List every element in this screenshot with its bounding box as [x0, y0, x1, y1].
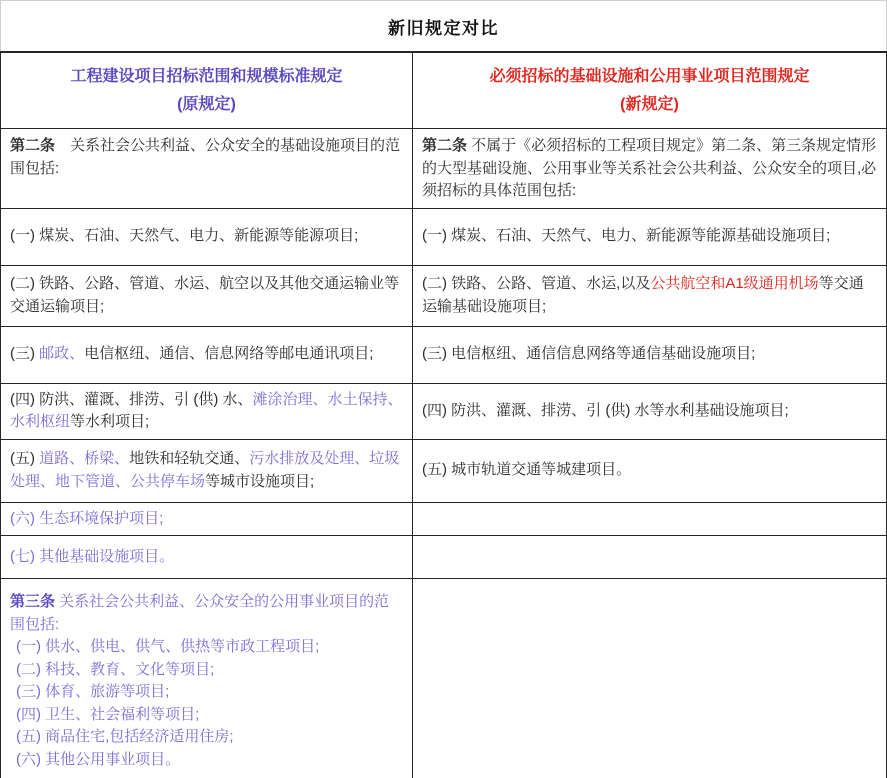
old-regulation-cell: [1, 384, 413, 439]
text-segment: (二) 铁路、公路、管道、水运、航空以及其他交通运输业等交通运输项目;: [10, 275, 400, 315]
paragraph: [422, 273, 877, 318]
new-regulation-cell: [413, 327, 886, 383]
old-regulation-cell: [1, 266, 413, 326]
old-regulation-cell: [1, 209, 413, 265]
text-segment: 地铁和轻轨交通、: [129, 450, 250, 467]
new-regulation-cell: [413, 209, 886, 265]
text-segment: 等城市设施项目;: [205, 472, 315, 490]
text-segment: 滩涂治理、水土保持、水利枢纽: [10, 390, 403, 430]
paragraph: [10, 704, 403, 727]
paragraph: [422, 343, 877, 366]
old-regulation-header: [1, 53, 413, 128]
text-segment: (五) 商品住宅,包括经济适用住房;: [16, 728, 234, 745]
table-row: [1, 129, 886, 209]
table-header-row: [1, 53, 886, 129]
table-row: [1, 209, 886, 266]
new-regulation-cell: [413, 384, 886, 439]
text-segment: (三) 体育、旅游等项目;: [16, 683, 170, 700]
table-row: [1, 536, 886, 579]
comparison-table: [0, 51, 887, 778]
old-regulation-cell: [1, 579, 413, 778]
paragraph: [10, 448, 403, 493]
text-segment: 不属于《必须招标的工程项目规定》第二条、第三条规定情形的大型基础设施、公用事业等关系社会公共利益、公众安全的项目,必须招标的具体范围包括:: [422, 137, 877, 199]
paragraph: [10, 749, 403, 772]
text-segment: 第二条: [422, 137, 468, 154]
text-segment: (四) 卫生、社会福利等项目;: [16, 705, 200, 723]
table-body: [1, 129, 886, 778]
page-title: 新旧规定对比: [388, 18, 499, 38]
text-segment: 污水排放及处理、垃圾处理、地下管道、公共停车场: [10, 450, 400, 490]
paragraph: [10, 681, 403, 704]
text-segment: 关系社会公共利益、公众安全的公用事业项目的范围包括:: [10, 593, 390, 633]
table-row: [1, 440, 886, 503]
paragraph: [10, 726, 403, 749]
paragraph: [422, 400, 877, 423]
text-segment: (二) 科技、教育、文化等项目;: [16, 660, 215, 678]
table-row: [1, 579, 886, 778]
old-regulation-cell: [1, 327, 413, 383]
table-row: [1, 327, 886, 384]
text-segment: 第二条: [10, 137, 56, 154]
new-regulation-title: 必须招标的基础设施和公用事业项目范围规定: [489, 68, 810, 86]
old-regulation-cell: [1, 440, 413, 502]
text-segment: 等交通运输基础设施项目;: [422, 275, 864, 315]
table-row: [1, 503, 886, 537]
paragraph: [10, 508, 403, 531]
paragraph: [10, 636, 403, 659]
text-segment: (一) 煤炭、石油、天然气、电力、新能源等能源项目;: [10, 227, 359, 245]
old-regulation-cell: [1, 129, 413, 208]
paragraph: [10, 343, 403, 366]
text-segment: (三): [10, 345, 40, 363]
text-segment: (一) 煤炭、石油、天然气、电力、新能源等能源基础设施项目;: [422, 227, 831, 245]
text-segment: (七) 其他基础设施项目。: [10, 547, 175, 565]
text-segment: (六) 生态环境保护项目;: [10, 509, 164, 527]
table-row: [1, 266, 886, 327]
text-segment: (五): [10, 450, 40, 467]
new-regulation-cell: [413, 579, 886, 778]
table-row: [1, 384, 886, 440]
text-segment: (四) 防洪、灌溉、排涝、引 (供) 水等水利基础设施项目;: [422, 401, 789, 419]
text-segment: 邮政、: [39, 345, 85, 363]
text-segment: (六) 其他公用事业项目。: [16, 750, 181, 768]
paragraph: [10, 659, 403, 682]
paragraph: [10, 135, 403, 180]
paragraph: [10, 546, 403, 569]
new-regulation-subtitle: (新规定): [620, 95, 679, 113]
new-regulation-cell: [413, 266, 886, 326]
text-segment: (三) 电信枢纽、通信信息网络等通信基础设施项目;: [422, 345, 756, 363]
text-segment: (二) 铁路、公路、管道、水运,以及: [422, 275, 651, 292]
paragraph: [422, 225, 877, 248]
paragraph: [422, 135, 877, 203]
text-segment: (一) 供水、供电、供气、供热等市政工程项目;: [16, 638, 320, 655]
title-band: [0, 0, 887, 51]
text-segment: (四) 防洪、灌溉、排涝、引 (供) 水、: [10, 390, 253, 408]
old-regulation-subtitle: (原规定): [177, 95, 236, 113]
old-regulation-cell: [1, 536, 413, 578]
paragraph: [10, 389, 403, 434]
new-regulation-cell: [413, 503, 886, 536]
text-segment: 道路、桥梁、: [39, 450, 130, 467]
new-regulation-header: [413, 53, 886, 128]
new-regulation-cell: [413, 440, 886, 502]
paragraph: [10, 273, 403, 318]
old-regulation-title: 工程建设项目招标范围和规模标准规定: [70, 68, 343, 86]
text-segment: 电信枢纽、通信、信息网络等邮电通讯项目;: [84, 345, 374, 363]
text-segment: (五) 城市轨道交通等城建项目。: [422, 461, 632, 479]
old-regulation-cell: [1, 503, 413, 536]
new-regulation-cell: [413, 536, 886, 578]
text-segment: 等水利项目;: [70, 413, 150, 430]
new-regulation-cell: [413, 129, 886, 208]
text-segment: 第三条: [10, 593, 56, 610]
paragraph: [10, 225, 403, 248]
paragraph: [422, 459, 877, 482]
paragraph: [10, 591, 403, 636]
text-segment: 关系社会公共利益、公众安全的基础设施项目的范围包括:: [10, 137, 401, 177]
text-segment: 公共航空和A1级通用机场: [650, 275, 819, 292]
